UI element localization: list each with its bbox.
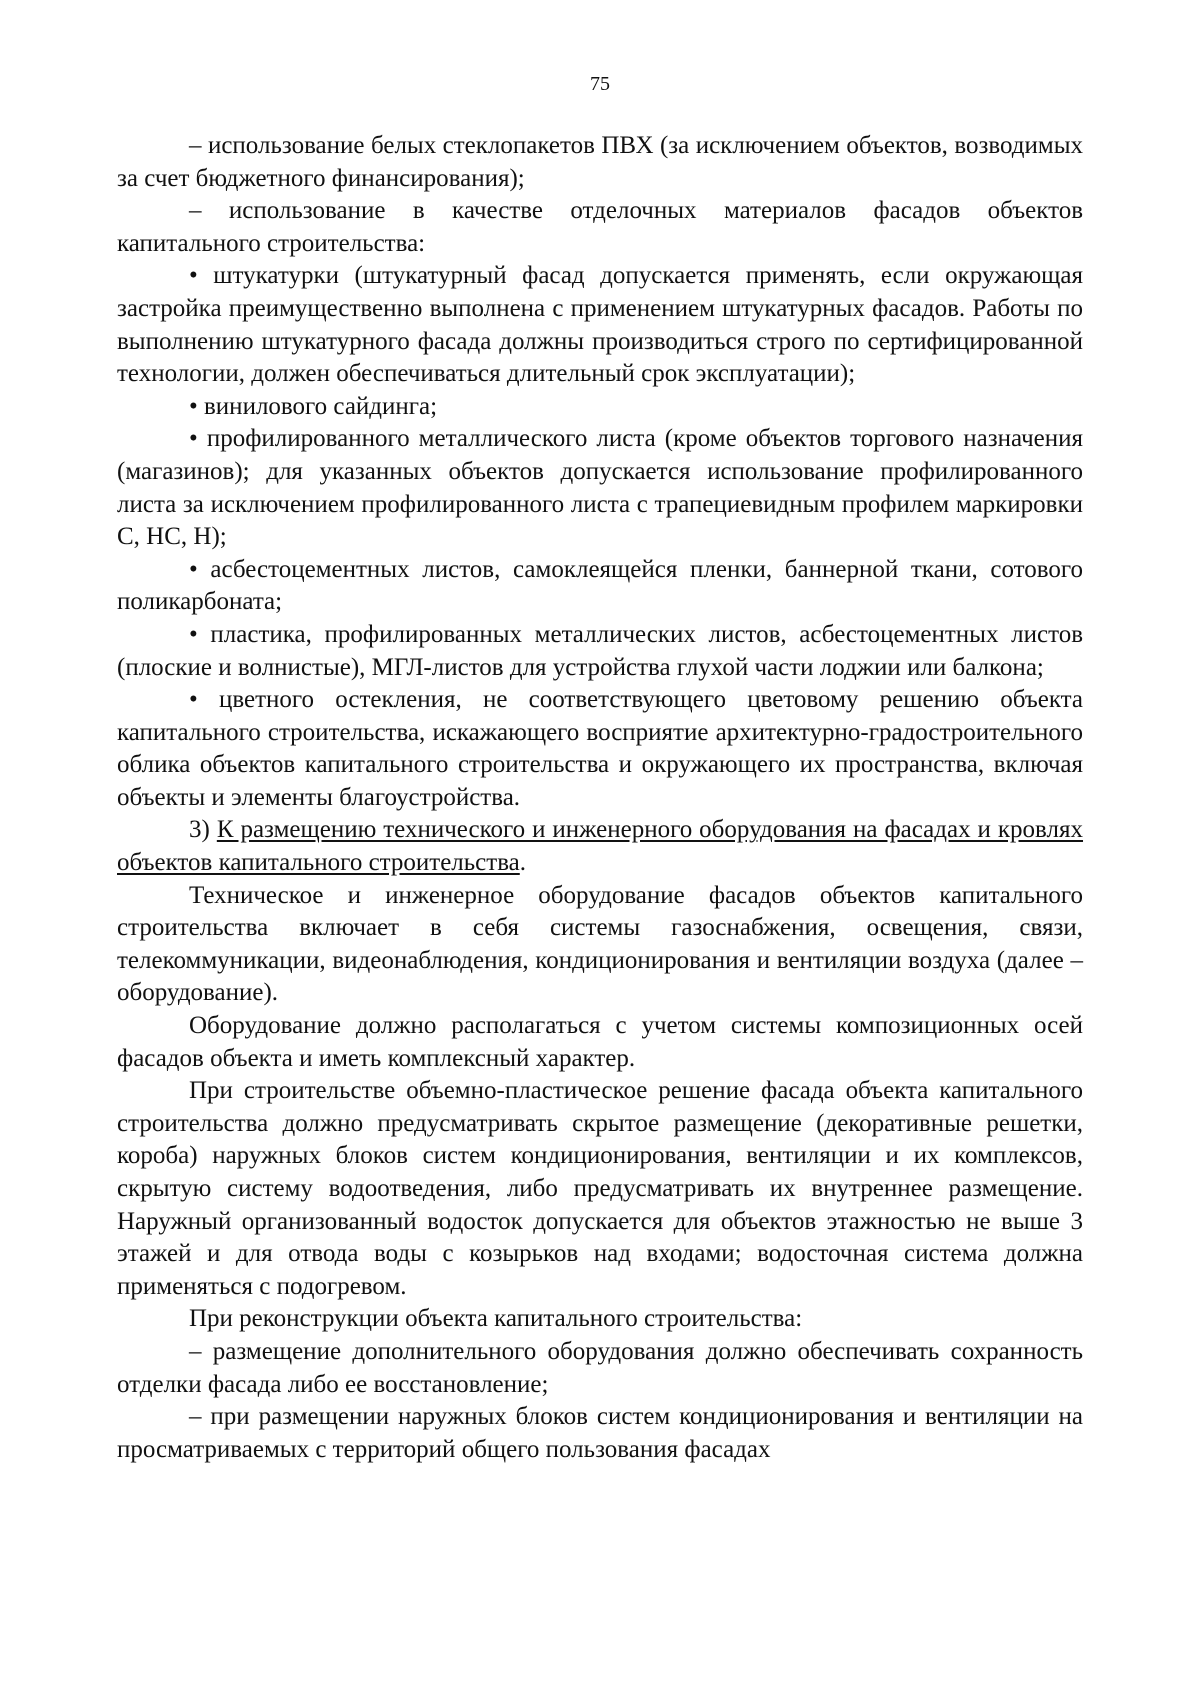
bullet-plaster: • штукатурки (штукатурный фасад допускается применять, если окружающая застройка преимущественно выполнена с применением штукатурных фасадов. Работы по выполнению штукатурного фасада должны производиться строго по сертифицированной технологии, должен обеспечиваться длительный срок эксплуатации); xyxy=(117,262,1083,388)
section-number: 3) xyxy=(189,816,217,844)
bullet-colored-glazing: • цветного остекления, не соответствующего цветовому решению объекта капитального строительства, искажающего восприятие архитектурно-градостроительного облика объектов капитального строительства и окружающего их пространства, включая объекты и элементы благоустройства. xyxy=(117,686,1083,811)
paragraph-equipment-definition: Техническое и инженерное оборудование фасадов объектов капитального строительства включает в себя системы газоснабжения, освещения, связи, телекоммуникации, видеонаблюдения, кондиционирования и вентиляции воздуха (далее – оборудование). xyxy=(117,881,1083,1007)
bullet-vinyl-siding: • винилового сайдинга; xyxy=(189,392,438,420)
paragraph-equipment-placement: Оборудование должно располагаться с учетом системы композиционных осей фасадов объекта и иметь комплексный характер. xyxy=(117,1012,1083,1072)
bullet-profiled-sheet: • профилированного металлического листа (кроме объектов торгового назначения (магазинов); для указанных объектов допускается использование профилированного листа за исключением профилированного листа с трапециевидным профилем маркировки С, НС, Н); xyxy=(117,425,1083,551)
paragraph-finishing-materials: – использование в качестве отделочных материалов фасадов объектов капитального строительства: xyxy=(117,197,1083,257)
paragraph-pvc-windows: – использование белых стеклопакетов ПВХ (за исключением объектов, возводимых за счет бюджетного финансирования); xyxy=(117,132,1083,192)
document-body xyxy=(117,130,1083,1466)
section-heading xyxy=(117,814,1083,879)
bullet-plastic: • пластика, профилированных металлических листов, асбестоцементных листов (плоские и волнистые), МГЛ-листов для устройства глухой части лоджии или балкона; xyxy=(117,620,1083,681)
page-number: 75 xyxy=(590,73,610,95)
bullet-asbestos-sheets: • асбестоцементных листов, самоклеящейся пленки, баннерной ткани, сотового поликарбоната; xyxy=(117,555,1083,616)
section-heading-end: . xyxy=(519,849,527,877)
section-heading-text: К размещению технического и инженерного оборудования на фасадах и кровлях объектов капитального строительства xyxy=(117,816,1084,877)
item-additional-equipment: – размещение дополнительного оборудования должно обеспечивать сохранность отделки фасада либо ее восстановление; xyxy=(117,1337,1083,1398)
item-outdoor-units: – при размещении наружных блоков систем кондиционирования и вентиляции на просматриваемых с территорий общего пользования фасадах xyxy=(117,1403,1083,1463)
paragraph-construction: При строительстве объемно-пластическое решение фасада объекта капитального строительства должно предусматривать скрытое размещение (декоративные решетки, короба) наружных блоков систем кондиционирования, вентиляции и их комплексов, скрытую систему водоотведения, либо предусматривать их внутреннее размещение. Наружный организованный водосток допускается для объектов этажностью не выше 3 этажей и для отвода воды с козырьков над входами; водосточная система должна применяться с подогревом. xyxy=(117,1077,1083,1300)
paragraph-reconstruction: При реконструкции объекта капитального строительства: xyxy=(189,1305,803,1333)
